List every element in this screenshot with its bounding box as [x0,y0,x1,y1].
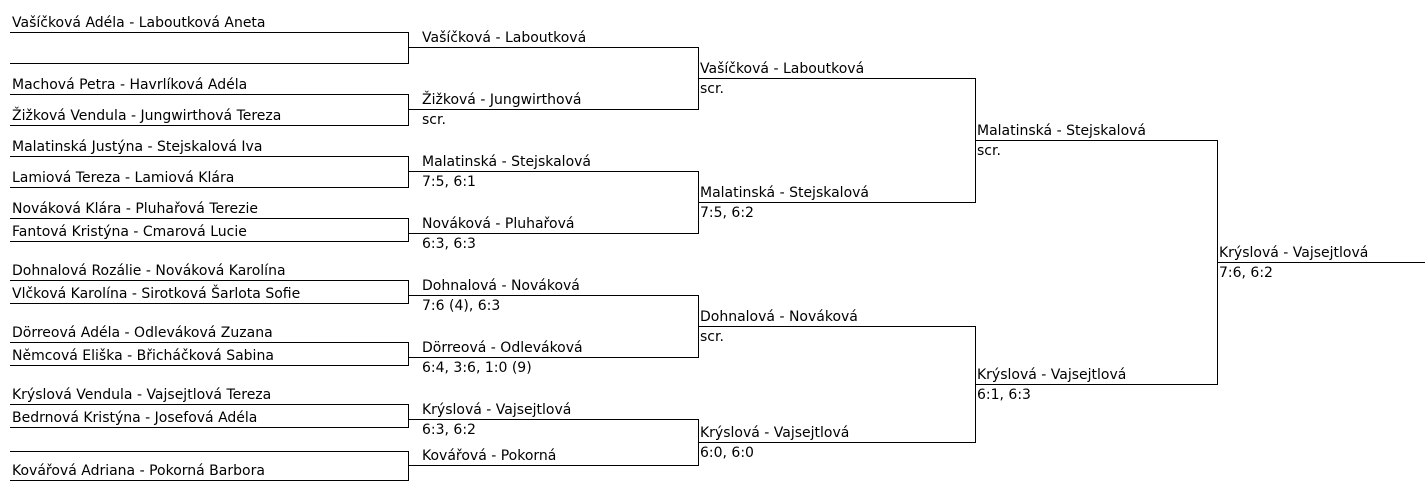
score-label: 7:6, 6:2 [1219,265,1273,281]
score-label: 6:0, 6:0 [700,445,754,461]
score-label: 6:3, 6:2 [422,422,476,438]
winner-label: Malatinská - Stejskalová [700,185,869,201]
round2-line [408,171,698,172]
winner-label: Kovářová - Pokorná [422,448,557,464]
round1-connector [408,404,409,428]
round3-line [698,202,975,203]
score-label: scr. [422,112,446,128]
round1-connector [408,451,409,481]
score-label: scr. [977,143,1001,159]
round1-line [10,404,408,405]
score-label: 6:1, 6:3 [977,387,1031,403]
round3-line [698,442,975,443]
round2-line [408,357,698,358]
round1-line [10,451,408,452]
round1-connector [408,32,409,64]
round1-line [10,63,408,64]
round1-line [10,427,408,428]
round2-line [408,109,698,110]
winner-label: Vašíčková - Laboutková [700,61,865,77]
round1-line [10,125,408,126]
team-label: Žižková Vendula - Jungwirthová Tereza [12,108,282,124]
team-label: Machová Petra - Havrlíková Adéla [12,77,248,93]
team-label: Bedrnová Kristýna - Josefová Adéla [12,410,258,426]
round3-line [698,78,975,79]
round1-line [10,303,408,304]
round2-line [408,47,698,48]
team-label: Lamiová Tereza - Lamiová Klára [12,170,235,186]
round1-connector [408,280,409,304]
winner-label: Žižková - Jungwirthová [422,92,582,108]
team-label: Fantová Kristýna - Cmarová Lucie [12,224,247,240]
round2-line [408,419,698,420]
round1-line [10,241,408,242]
winner-label: Krýslová - Vajsejtlová [422,402,572,418]
round1-line [10,156,408,157]
score-label: scr. [700,81,724,97]
winner-label: Dohnalová - Nováková [700,309,858,325]
round1-line [10,218,408,219]
round1-connector [408,156,409,188]
winner-label: Dohnalová - Nováková [422,278,580,294]
team-label: Malatinská Justýna - Stejskalová Iva [12,139,263,155]
round3-line [698,326,975,327]
winner-label: Dörreová - Odleváková [422,340,583,356]
round2-line [408,465,698,466]
round1-connector [408,342,409,366]
champion-label: Krýslová - Vajsejtlová [1219,245,1369,261]
round1-line [10,94,408,95]
team-label: Vašíčková Adéla - Laboutková Aneta [12,15,266,31]
winner-label: Krýslová - Vajsejtlová [977,367,1127,383]
round2-line [408,295,698,296]
round1-line [10,365,408,366]
team-label: Vlčková Karolína - Sirotková Šarlota Sofie [12,286,301,302]
team-label: Dohnalová Rozálie - Nováková Karolína [12,263,286,279]
round1-connector [408,94,409,126]
score-label: 6:3, 6:3 [422,236,476,252]
round1-line [10,342,408,343]
winner-label: Krýslová - Vajsejtlová [700,425,850,441]
score-label: scr. [700,329,724,345]
team-label: Kovářová Adriana - Pokorná Barbora [12,463,265,479]
score-label: 7:5, 6:1 [422,174,476,190]
team-label: Krýslová Vendula - Vajsejtlová Tereza [12,387,272,403]
score-label: 6:4, 3:6, 1:0 (9) [422,360,532,376]
round1-line [10,187,408,188]
score-label: 7:6 (4), 6:3 [422,298,501,314]
round2-line [408,233,698,234]
round1-line [10,32,408,33]
winner-label: Malatinská - Stejskalová [422,154,591,170]
round4-line [975,384,1217,385]
round1-connector [408,218,409,242]
winner-label: Malatinská - Stejskalová [977,123,1146,139]
round1-line [10,280,408,281]
winner-label: Vašíčková - Laboutková [422,30,587,46]
final-line [1217,262,1425,263]
score-label: 7:5, 6:2 [700,205,754,221]
winner-label: Nováková - Pluhařová [422,216,575,232]
team-label: Dörreová Adéla - Odleváková Zuzana [12,325,273,341]
round4-line [975,140,1217,141]
team-label: Nováková Klára - Pluhařová Terezie [12,201,259,217]
team-label: Němcová Eliška - Břicháčková Sabina [12,348,274,364]
